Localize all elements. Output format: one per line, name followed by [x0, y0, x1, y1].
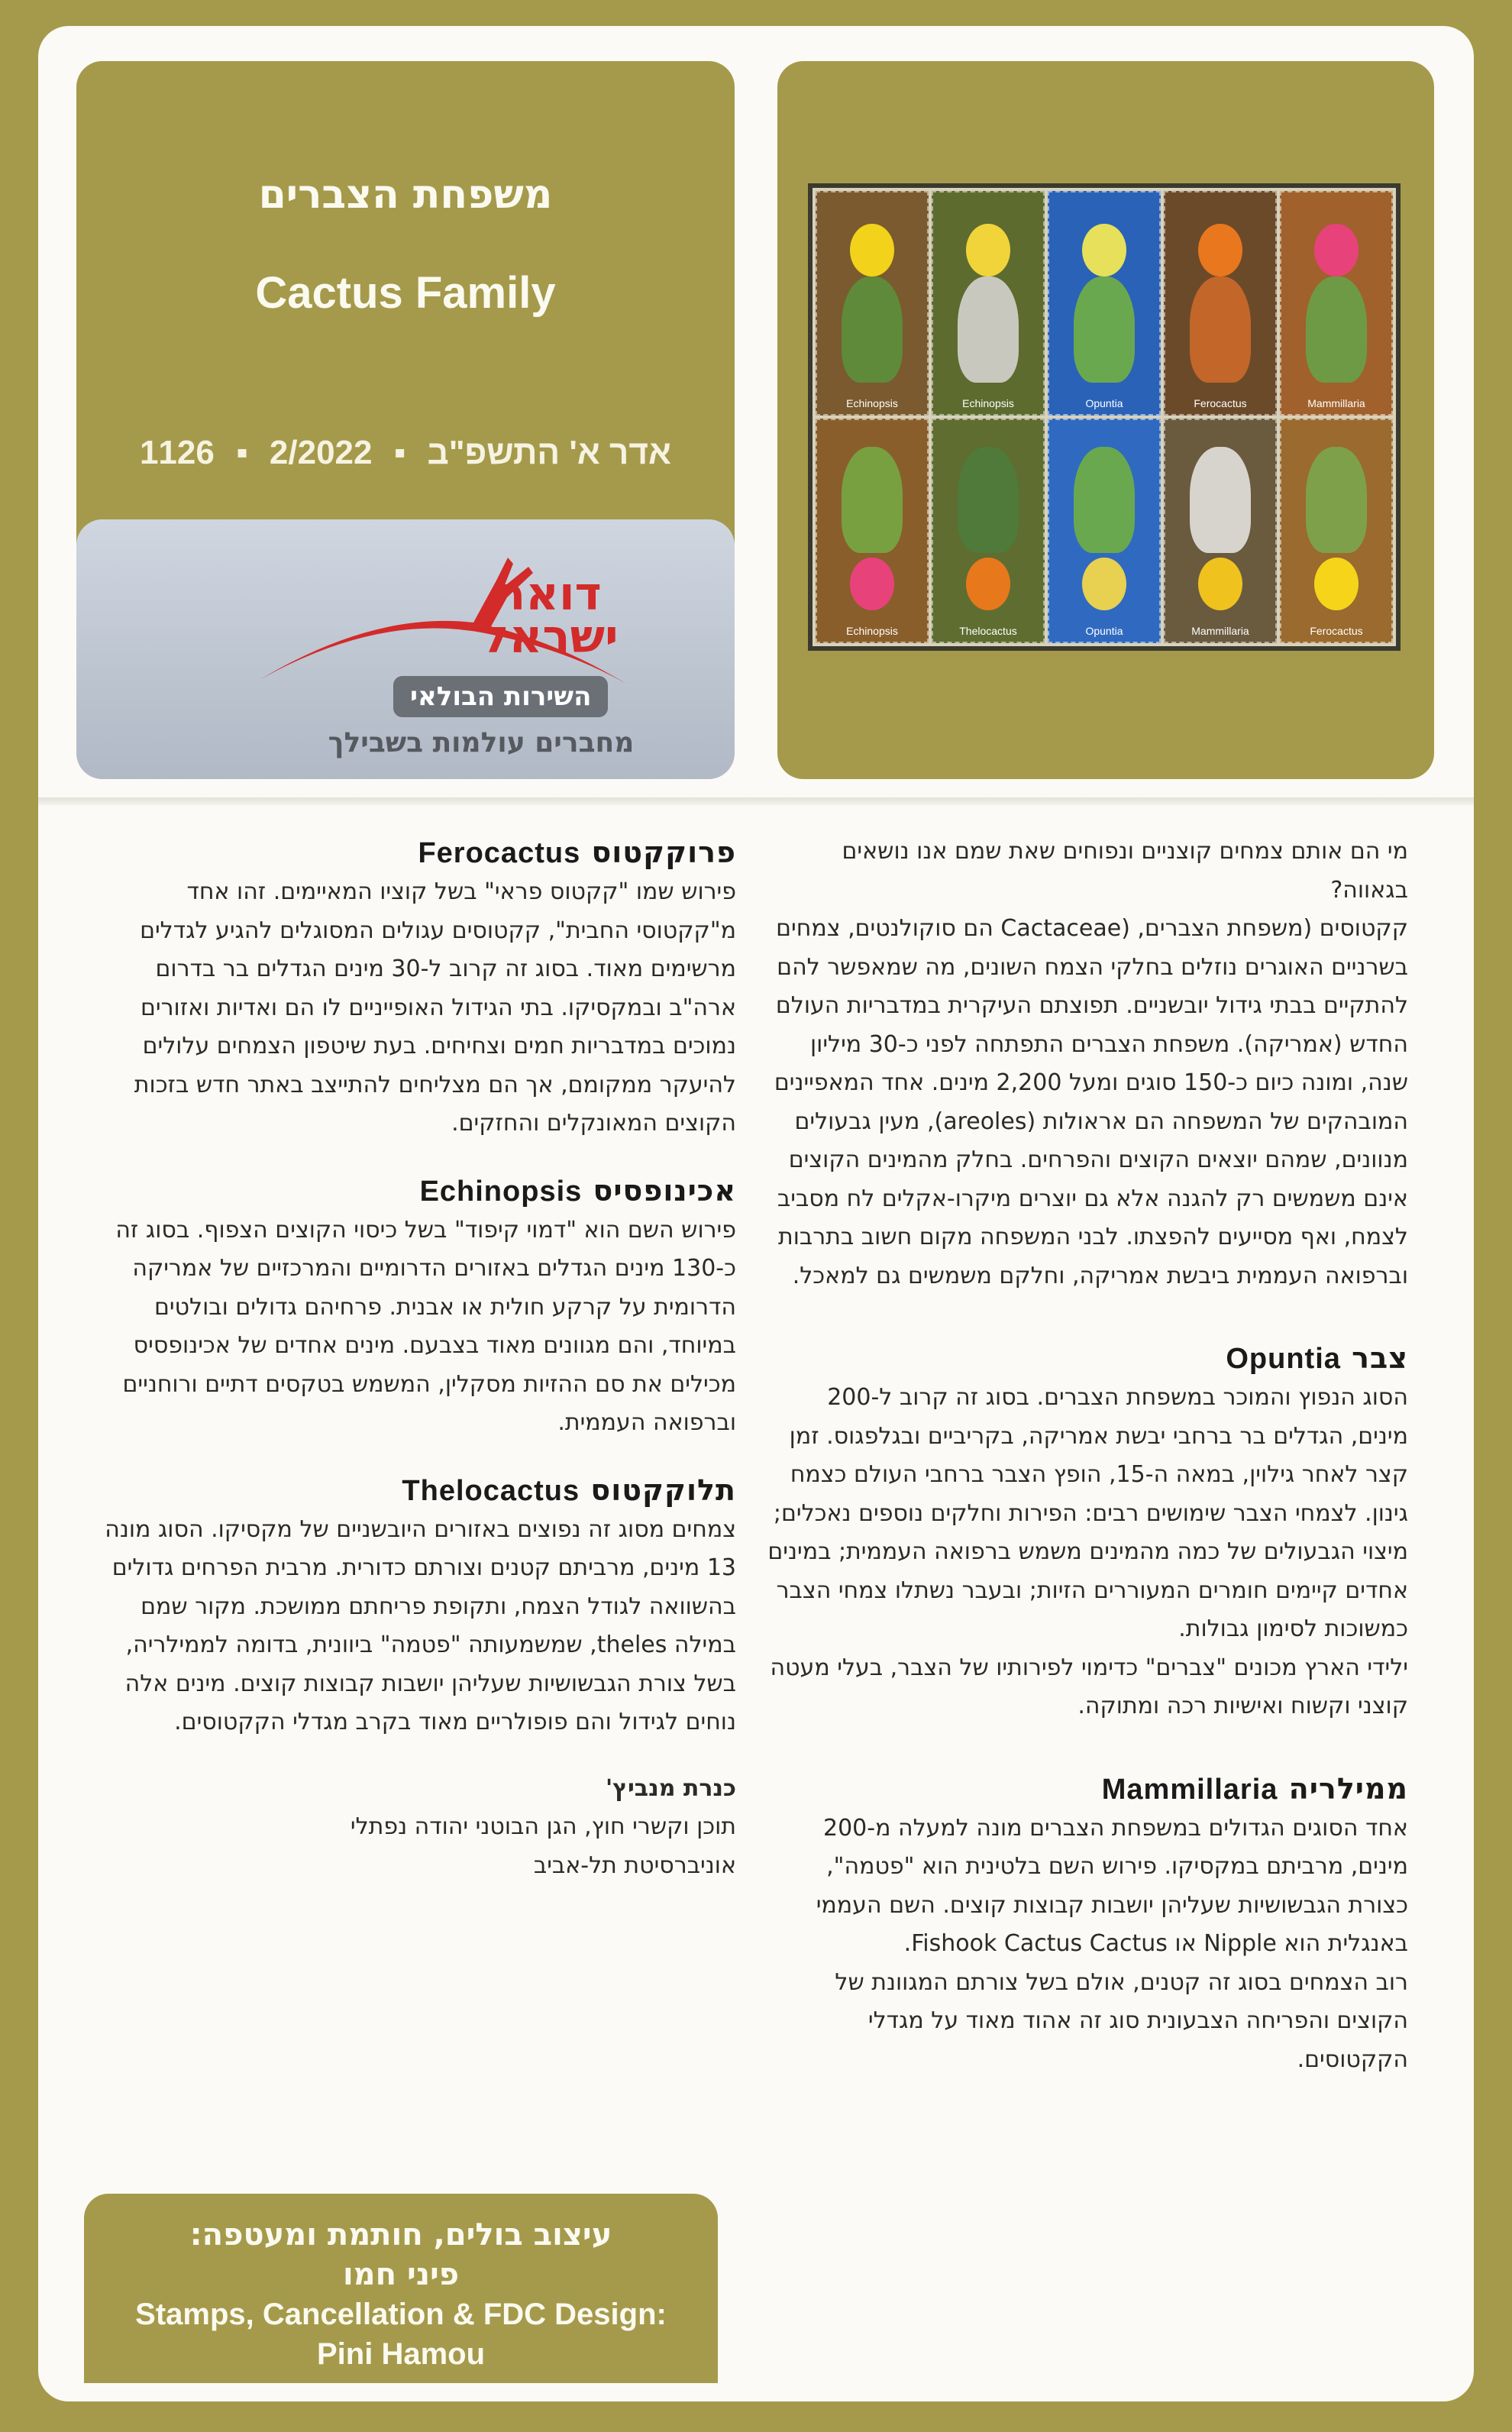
cactus-illustration [958, 447, 1019, 553]
thelocactus-title-he: תלוקקטוס [590, 1473, 736, 1507]
opuntia-title-he: צבר [1352, 1341, 1408, 1375]
stamp-label: Echinopsis [962, 397, 1014, 409]
thelocactus-title-en: Thelocactus [402, 1474, 580, 1507]
title-panel [76, 61, 735, 573]
issue-number: 1126 [139, 434, 215, 471]
text-column-right [767, 833, 1408, 2079]
flower-illustration [1198, 558, 1242, 611]
stamp-label: Opuntia [1085, 397, 1123, 409]
cactus-illustration [842, 277, 903, 383]
cactus-illustration [1190, 447, 1252, 553]
mammillaria-paragraph: אחד הסוגים הגדולים במשפחת הצברים מונה למעלה מ-200 מינים, מרביתם במקסיקו. פירוש השם בלטינית הוא "פטמה", כצורת הגבשושיות שעליהן יושבות קבוצות קוצים. השם העממי באנגלית הוא Nipple או Fishook Cactus Cactus. [816, 1814, 1408, 1957]
stamp-panel [777, 61, 1434, 779]
flower-illustration [966, 558, 1010, 611]
logo-name-line2: ישראל [481, 610, 619, 664]
stamp-label: Echinopsis [846, 625, 898, 637]
echinopsis-heading [95, 1171, 736, 1211]
flower-illustration [1314, 558, 1359, 611]
credits-line-4: Pini Hamou [316, 2337, 486, 2371]
credits-line-3: Stamps, Cancellation & FDC Design: [135, 2298, 667, 2331]
cactus-illustration [1306, 447, 1368, 553]
ferocactus-title-en: Ferocactus [418, 837, 581, 869]
intro-paragraph: מי הם אותם צמחים קוצניים ונפוחים שאת שמם אנו נושאים בגאווה? [842, 838, 1408, 904]
stamp [1164, 191, 1277, 416]
stamp-label: Mammillaria [1191, 625, 1249, 637]
cactus-illustration [958, 277, 1019, 383]
cactus-illustration [1074, 447, 1136, 553]
stamp [1280, 191, 1393, 416]
stamp [932, 419, 1045, 643]
cactus-illustration [1306, 277, 1368, 383]
thelocactus-heading [95, 1470, 736, 1511]
stamp-label: Ferocactus [1310, 625, 1363, 637]
echinopsis-paragraph: פירוש השם הוא "דמוי קיפוד" בשל כיסוי הקוצים הצפוף. בסוג זה כ-130 מינים הגדלים באזורים הדרומיים והמרכזיים של אמריקה הדרומית על קרקע חולית או אבנית. פרחיהם גדולים ובולטים במיוחד, והם מגוונים מאוד בצבעם. מינים אחדים של אכינופסיס מכילים את סם ההזיות מסקלין, המשמש בטקסים דתיים ורוחניים וברפואה העממית. [115, 1216, 736, 1436]
issue-separator: ▪ [393, 434, 406, 471]
logo-slogan: מחברים עולמות בשבילך [328, 727, 635, 758]
flower-illustration [850, 558, 894, 611]
echinopsis-title-he: אכינופסיס [593, 1173, 736, 1208]
text-column-left [95, 833, 736, 1885]
opuntia-heading [767, 1338, 1408, 1379]
stamp [816, 419, 929, 643]
stamp-label: Mammillaria [1307, 397, 1365, 409]
flower-illustration [1198, 224, 1242, 277]
author-affiliation: אוניברסיטת תל-אביב [533, 1851, 736, 1879]
mammillaria-title-en: Mammillaria [1101, 1773, 1278, 1806]
mammillaria-title-he: ממילריה [1288, 1771, 1408, 1806]
credits-line-1: עיצוב בולים, חותמת ומעטפה: [189, 2217, 612, 2253]
stamp [1048, 191, 1161, 416]
opuntia-paragraph: הסוג הנפוץ והמוכר במשפחת הצברים. בסוג זה קרוב ל-200 מינים, הגדלים בר ברחבי יבשת אמריקה, בקריביים ובגלפגוס. זמן קצר לאחר גילוין, במאה ה-15, הופץ הצבר ברחבי העולם כצמח גינון. לצמחי הצבר שימושים רבים: הפירות וחלקים נוספים נאכלים; מיצוי הגבעולים של כמה מהמינים משמש ברפואה העממית; במינים אחדים קיימים חומרים המעוררים הזיות; ובעבר נשתלו צמחי הצבר כמשוכות לסימון גבולות. [767, 1384, 1408, 1642]
issue-date-hebrew: אדר א' התשפ"ב [427, 434, 672, 471]
flower-illustration [1082, 224, 1126, 277]
stamp-label: Echinopsis [846, 397, 898, 409]
ferocactus-title-he: פרוקקטוס [591, 836, 736, 869]
stamp-label: Thelocactus [959, 625, 1017, 637]
opuntia-title-en: Opuntia [1226, 1343, 1341, 1375]
stamp-sheet [808, 183, 1401, 651]
flower-illustration [1082, 558, 1126, 611]
family-paragraph: קקטוסים (משפחת הצברים, (Cactaceae הם סוקולנטים, צמחים בשרניים האוגרים נוזלים בחלקי הצמח השונים, מה שמאפשר להם להתקיים בבתי גידול יובשניים. תפוצתם העיקרית במדבריות העולם החדש (אמריקה). משפחת הצברים התפתחה לפני כ-30 מיליון שנה, ומונה כיום כ-150 סוגים ומעל 2,200 מינים. אחד המאפיינים המובהקים של המשפחה הם אראולות (areoles), מעין גבעולים מנוונים, שמהם יוצאים הקוצים והפרחים. בחלק מהמינים הקוצים אינם משמשים רק להגנה אלא גם יוצרים מיקרו-אקלים לח מסביב לצמח, ואף מסייעים להפצתו. לבני המשפחה מקום חשוב בתרבות וברפואה העממית ביבשת אמריקה, וחלקם משמשים גם למאכל. [774, 915, 1408, 1289]
fold-line [38, 797, 1474, 805]
author-name: כנרת מנביץ' [605, 1774, 736, 1802]
author-role: תוכן וקשרי חוץ, הגן הבוטני יהודה נפתלי [350, 1813, 736, 1840]
flower-illustration [850, 224, 894, 277]
stamp [1164, 419, 1277, 643]
logo-panel [76, 519, 735, 779]
issue-line [76, 434, 735, 472]
cactus-illustration [842, 447, 903, 553]
issue-date: 2/2022 [269, 434, 373, 471]
cactus-illustration [1074, 277, 1136, 383]
title-hebrew: משפחת הצברים [258, 172, 553, 218]
stamp [1280, 419, 1393, 643]
logo-name-line1: דואר [498, 568, 602, 621]
philatelic-service-badge: השירות הבולאי [393, 676, 608, 717]
cactus-illustration [1190, 277, 1252, 383]
ferocactus-heading [95, 833, 736, 873]
flower-illustration [1314, 224, 1359, 277]
issue-separator: ▪ [236, 434, 248, 471]
stamp [816, 191, 929, 416]
mammillaria-paragraph-2: רוב הצמחים בסוג זה קטנים, אולם בשל צורתם המגוונת של הקוצים והפריחה הצבעונית סוג זה אהוד מאוד על מגדלי הקקטוסים. [835, 1968, 1408, 2073]
title-english: Cactus Family [255, 268, 556, 318]
credits-line-2: פיני חמו [342, 2257, 460, 2292]
stamp-label: Opuntia [1085, 625, 1123, 637]
logo-name [435, 568, 664, 664]
mammillaria-heading [767, 1769, 1408, 1809]
stamp [1048, 419, 1161, 643]
flower-illustration [966, 224, 1010, 277]
thelocactus-paragraph: צמחים מסוג זה נפוצים באזורים היובשניים של מקסיקו. הסוג מונה 13 מינים, מרביתם קטנים וצורתם כדורית. מרבית הפרחים גדולים בהשוואה לגודל הצמח, ותקופת פריחתם ממושכת. מקור שמם במילה theles, שמשמעותה "פטמה" ביוונית, בדומה לממילריה, בשל צורת הגבשושיות שעליהן יושבות קבוצות קוצים. מינים אלה נוחים לגידול והם פופולריים מאוד בקרב מגדלי הקקטוסים. [105, 1515, 736, 1735]
stamp [932, 191, 1045, 416]
echinopsis-title-en: Echinopsis [419, 1175, 583, 1208]
credits-panel [84, 2194, 718, 2383]
stamp-label: Ferocactus [1194, 397, 1247, 409]
ferocactus-paragraph: פירוש שמו "קקטוס פראי" בשל קוציו המאיימים. זהו אחד מ"קקטוסי החבית", קקטוסים עגולים המסוגלים להגיע לגדלים מרשימים מאוד. בסוג זה קרוב ל-30 מינים הגדלים בר בדרום ארה"ב ובמקסיקו. בתי הגידול האופייניים לו הם ואדיות ואזורים נמוכים במדבריות חמים וצחיחים. בעת שיטפון הצמחים עלולים להיעקר ממקומם, אך הם מצליחים להתייצב באתר חדש בזכות הקוצים המאונקלים והחזקים. [134, 878, 736, 1137]
opuntia-paragraph-2: ילידי הארץ מכונים "צברים" כדימוי לפירותיו של הצבר, בעלי מעטה קוצני וקשוח ואישיות רכה ומתוקה. [770, 1654, 1408, 1719]
